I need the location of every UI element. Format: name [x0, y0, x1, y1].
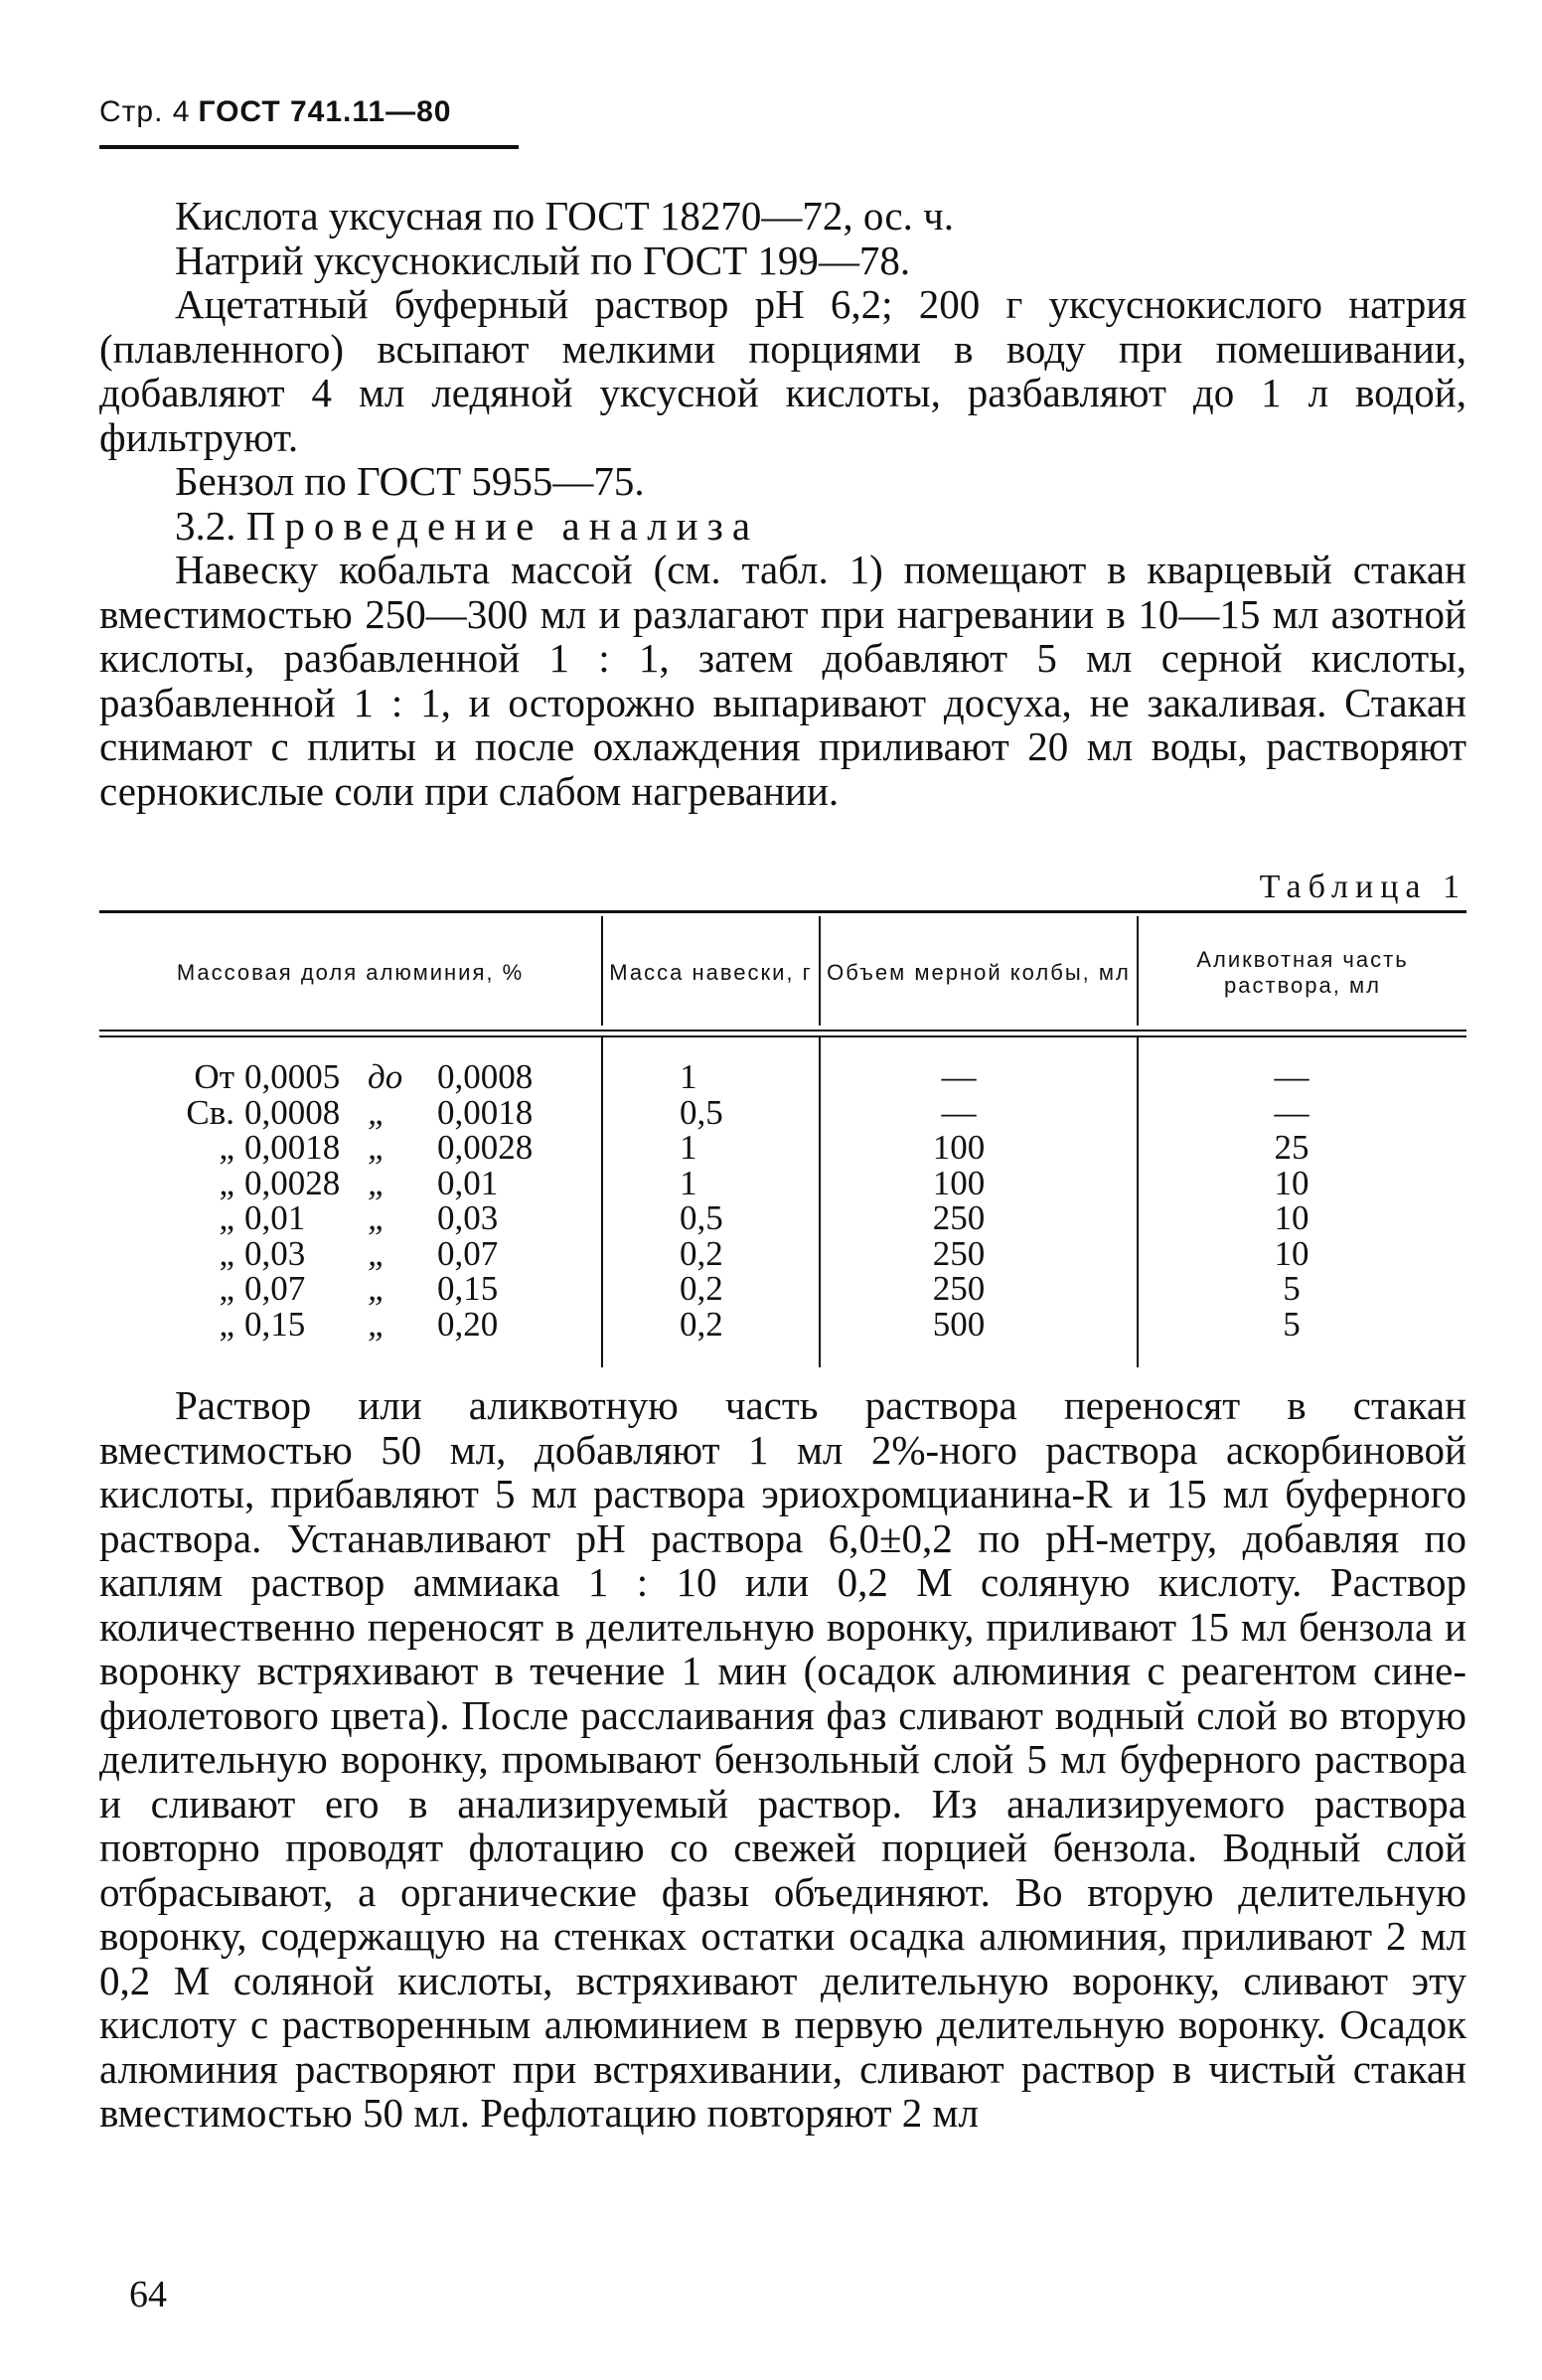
cell-mass: 1: [680, 1163, 697, 1202]
cell-prefix: „: [219, 1128, 234, 1167]
cell-volume: 100: [932, 1128, 986, 1167]
cell-volume: 250: [932, 1269, 986, 1308]
body-block: [99, 1383, 1466, 2136]
cell-do: „: [368, 1304, 387, 1344]
cell-from: 0,03: [244, 1233, 306, 1273]
cell-prefix: Св.: [186, 1092, 234, 1132]
cell-do: „: [368, 1269, 387, 1308]
column-divider: [1137, 916, 1139, 1026]
cell-volume: 500: [932, 1304, 986, 1344]
cell-prefix: „: [219, 1163, 234, 1202]
cell-prefix: „: [219, 1269, 234, 1308]
cell-mass: 1: [680, 1128, 697, 1167]
cell-aliquot: —: [1274, 1057, 1310, 1096]
cell-to: 0,0028: [437, 1128, 534, 1167]
cell-do: до: [368, 1057, 403, 1096]
cell-from: 0,0018: [244, 1128, 341, 1167]
intro-paragraph: Натрий уксуснокислый по ГОСТ 199—78.: [175, 237, 911, 283]
analysis-paragraph: Навеску кобальта массой (см. табл. 1) помещают в кварцевый стакан вместимостью 250—300 мл и разлагают при нагревании в 10—15 мл азотной кислоты, разбавленной 1 : 1, затем добавляют 5 мл серной кислоты, разбавленной 1 : 1, и осторожно выпаривают досуха, не закаливая. Стакан снимают с плиты и после охлаждения приливают 20 мл воды, растворяют сернокислые соли при слабом нагревании.: [99, 547, 1466, 814]
table-row: [99, 1092, 1466, 1132]
cell-aliquot: 10: [1274, 1233, 1310, 1273]
cell-to: 0,03: [437, 1198, 499, 1237]
intro-block: [99, 194, 1466, 813]
cell-to: 0,01: [437, 1163, 499, 1202]
column-divider: [601, 916, 603, 1026]
table-header-rule: [99, 1035, 1466, 1037]
cell-aliquot: 10: [1274, 1163, 1310, 1202]
table-row: [99, 1200, 1466, 1236]
cell-to: 0,15: [437, 1269, 499, 1308]
cell-to: 0,07: [437, 1233, 499, 1273]
header-aliquot: Аликвотная часть раствора, мл: [1196, 947, 1409, 998]
cell-from: 0,0008: [244, 1092, 341, 1132]
table-row: [99, 1163, 1466, 1202]
intro-paragraph: Ацетатный буферный раствор pH 6,2; 200 г уксуснокислого натрия (плавленного) всыпают мелкими порциями в воду при помешивании, добавляют 4 мл ледяной уксусной кислоты, разбавляют до 1 л водой, фильтруют.: [99, 281, 1466, 460]
page-number: 64: [129, 2274, 167, 2315]
header-sample-mass: Масса навески, г: [609, 960, 813, 985]
cell-volume: —: [941, 1057, 977, 1096]
cell-prefix: От: [194, 1057, 234, 1096]
cell-mass: 0,5: [680, 1092, 723, 1132]
cell-mass: 0,5: [680, 1198, 723, 1237]
cell-do: „: [368, 1198, 387, 1237]
cell-from: 0,0028: [244, 1163, 341, 1202]
cell-aliquot: 25: [1274, 1128, 1310, 1167]
cell-aliquot: 10: [1274, 1198, 1310, 1237]
header-rule: [99, 145, 519, 149]
table-row: [99, 1130, 1466, 1166]
cell-aliquot: —: [1274, 1092, 1310, 1132]
header-flask-volume: Объем мерной колбы, мл: [827, 960, 1131, 985]
intro-paragraph: Кислота уксусная по ГОСТ 18270—72, ос. ч.: [175, 193, 954, 238]
table-caption: Таблица 1: [1259, 869, 1466, 905]
header-aluminium-fraction: Массовая доля алюминия, %: [176, 960, 525, 985]
section-number: 3.2.: [175, 502, 236, 549]
cell-to: 0,0008: [437, 1057, 534, 1096]
cell-do: „: [368, 1128, 387, 1167]
cell-aliquot: 5: [1283, 1304, 1301, 1344]
table-row: [99, 1304, 1466, 1344]
cell-mass: 0,2: [680, 1233, 723, 1273]
table-top-rule: [99, 910, 1466, 913]
section-heading: [99, 504, 1466, 549]
cell-prefix: „: [219, 1304, 234, 1344]
cell-volume: —: [941, 1092, 977, 1132]
cell-from: 0,15: [244, 1304, 306, 1344]
page-label: Стр. 4: [99, 95, 191, 128]
cell-do: „: [368, 1092, 387, 1132]
table-header-rule: [99, 1030, 1466, 1031]
body-paragraph: Раствор или аликвотную часть раствора переносят в стакан вместимостью 50 мл, добавляют 1 мл 2%-ного раствора аскорбиновой кислоты, прибавляют 5 мл раствора эриохромцианина-R и 15 мл буферного раствора. Устанавливают pH раствора 6,0±0,2 по pH-метру, добавляя по каплям раствор аммиака 1 : 10 или 0,2 М соляную кислоту. Раствор количественно переносят в делительную воронку, приливают 15 мл бензола и воронку встряхивают в течение 1 мин (осадок алюминия с реагентом сине-фиолетового цвета). После расслаивания фаз сливают водный слой во вторую делительную воронку, промывают бензольный слой 5 мл буферного раствора и сливают его в анализируемый раствор. Из анализируемого раствора повторно проводят флотацию со свежей порцией бензола. Водный слой отбрасывают, а органические фазы объединяют. Во вторую делительную воронку, содержащую на стенках остатки осадка алюминия, приливают 2 мл 0,2 М соляной кислоты, встряхивают делительную воронку, сливают эту кислоту с растворенным алюминием в первую делительную воронку. Осадок алюминия растворяют при встряхивании, сливают раствор в чистый стакан вместимостью 50 мл. Рефлотацию повторяют 2 мл: [99, 1382, 1466, 2136]
cell-from: 0,01: [244, 1198, 306, 1237]
cell-to: 0,20: [437, 1304, 499, 1344]
cell-volume: 250: [932, 1233, 986, 1273]
table-body: [99, 1059, 1466, 1342]
cell-from: 0,07: [244, 1269, 306, 1308]
cell-do: „: [368, 1163, 387, 1202]
cell-mass: 1: [680, 1057, 697, 1096]
cell-to: 0,0018: [437, 1092, 534, 1132]
cell-do: „: [368, 1233, 387, 1273]
cell-prefix: „: [219, 1233, 234, 1273]
cell-mass: 0,2: [680, 1304, 723, 1344]
intro-paragraph: Бензол по ГОСТ 5955—75.: [175, 458, 645, 504]
page-header: [99, 95, 451, 129]
gost-number: ГОСТ 741.11—80: [198, 95, 452, 128]
table-row: [99, 1271, 1466, 1307]
cell-volume: 250: [932, 1198, 986, 1237]
cell-prefix: „: [219, 1198, 234, 1237]
cell-volume: 100: [932, 1163, 986, 1202]
table-row: [99, 1233, 1466, 1273]
column-divider: [819, 916, 821, 1026]
section-title: Проведение анализа: [245, 502, 760, 549]
cell-aliquot: 5: [1283, 1269, 1301, 1308]
table-row: [99, 1059, 1466, 1095]
cell-from: 0,0005: [244, 1057, 341, 1096]
cell-mass: 0,2: [680, 1269, 723, 1308]
